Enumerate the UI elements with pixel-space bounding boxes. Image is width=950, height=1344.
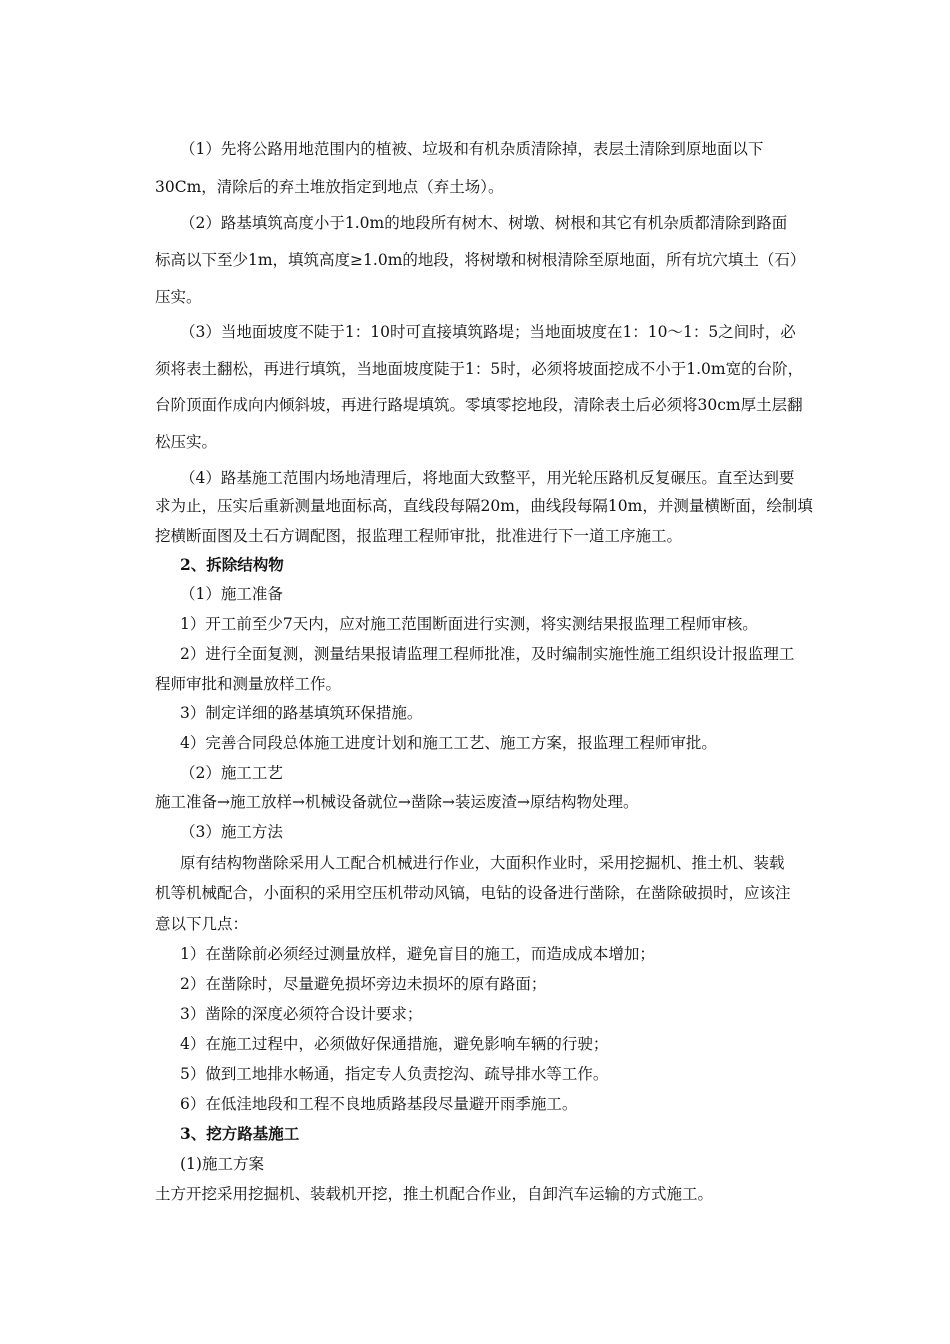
plan-text: 土方开挖采用挖掘机、装载机开挖，推土机配合作业，自卸汽车运输的方式施工。 [155,1185,714,1203]
section-heading-2: 2、拆除结构物 [180,555,284,574]
method-item-3: 3）凿除的深度必须符合设计要求； [180,1005,423,1023]
para-2-line-3: 压实。 [155,288,202,306]
para-1-line-1: （1）先将公路用地范围内的植被、垃圾和有机杂质清除掉，表层土清除到原地面以下 [180,140,764,158]
para-3-line-1: （3）当地面坡度不陡于1：10时可直接填筑路堤；当地面坡度在1：10～1：5之间时，必 [180,323,796,341]
para-4-line-2: 求为止，压实后重新测量地面标高，直线段每隔20m，曲线段每隔10m，并测量横断面，绘制填 [155,497,813,515]
method-item-5: 5）做到工地排水畅通，指定专人负责挖沟、疏导排水等工作。 [180,1065,609,1083]
method-item-6: 6）在低洼地段和工程不良地质路基段尽量避开雨季施工。 [180,1095,578,1113]
method-item-2: 2）在凿除时，尽量避免损坏旁边未损坏的原有路面； [180,975,547,993]
subheading-process: （2）施工工艺 [180,764,283,782]
method-item-1: 1）在凿除前必须经过测量放样，避免盲目的施工，而造成成本增加； [180,945,655,963]
para-3-line-3: 台阶顶面作成向内倾斜坡，再进行路堤填筑。零填零挖地段，清除表土后必须将30cm厚土层翻 [155,396,803,414]
para-3-line-2: 须将表土翻松，再进行填筑，当地面坡度陡于1：5时，必须将坡面挖成不小于1.0m宽的台阶， [155,360,804,378]
prep-item-3: 3）制定详细的路基填筑环保措施。 [180,704,423,722]
para-3-line-4: 松压实。 [155,433,218,451]
process-flow: 施工准备→施工放样→机械设备就位→凿除→装运废渣→原结构物处理。 [155,793,639,811]
method-item-4: 4）在施工过程中，必须做好保通措施，避免影响车辆的行驶； [180,1035,609,1053]
para-4-line-3: 挖横断面图及土石方调配图，报监理工程师审批，批准进行下一道工序施工。 [155,527,683,545]
prep-item-2-line-2: 程师审批和测量放样工作。 [155,675,342,693]
para-4-line-1: （4）路基施工范围内场地清理后，将地面大致整平，用光轮压路机反复碾压。直至达到要 [180,469,795,487]
method-para-line-2: 机等机械配合，小面积的采用空压机带动风镐，电钻的设备进行凿除，在凿除破损时，应该注 [155,884,791,902]
method-para-line-1: 原有结构物凿除采用人工配合机械进行作业，大面积作业时，采用挖掘机、推土机、装载 [180,854,785,872]
subheading-method: （3）施工方法 [180,823,283,841]
para-1-line-2: 30Cm，清除后的弃土堆放指定到地点（弃土场）。 [155,178,504,196]
para-2-line-2: 标高以下至少1m，填筑高度≥1.0m的地段，将树墩和树根清除至原地面，所有坑穴填土（石） [155,251,806,269]
section-heading-3: 3、挖方路基施工 [180,1124,300,1143]
subheading-plan: (1)施工方案 [180,1155,264,1173]
para-2-line-1: （2）路基填筑高度小于1.0m的地段所有树木、树墩、树根和其它有机杂质都清除到路面 [180,214,788,232]
prep-item-2-line-1: 2）进行全面复测，测量结果报请监理工程师批准，及时编制实施性施工组织设计报监理工 [180,645,795,663]
prep-item-1: 1）开工前至少7天内，应对施工范围断面进行实测，将实测结果报监理工程师审核。 [180,615,758,633]
subheading-prep: （1）施工准备 [180,585,283,603]
prep-item-4: 4）完善合同段总体施工进度计划和施工工艺、施工方案，报监理工程师审批。 [180,734,717,752]
method-para-line-3: 意以下几点： [155,915,249,933]
